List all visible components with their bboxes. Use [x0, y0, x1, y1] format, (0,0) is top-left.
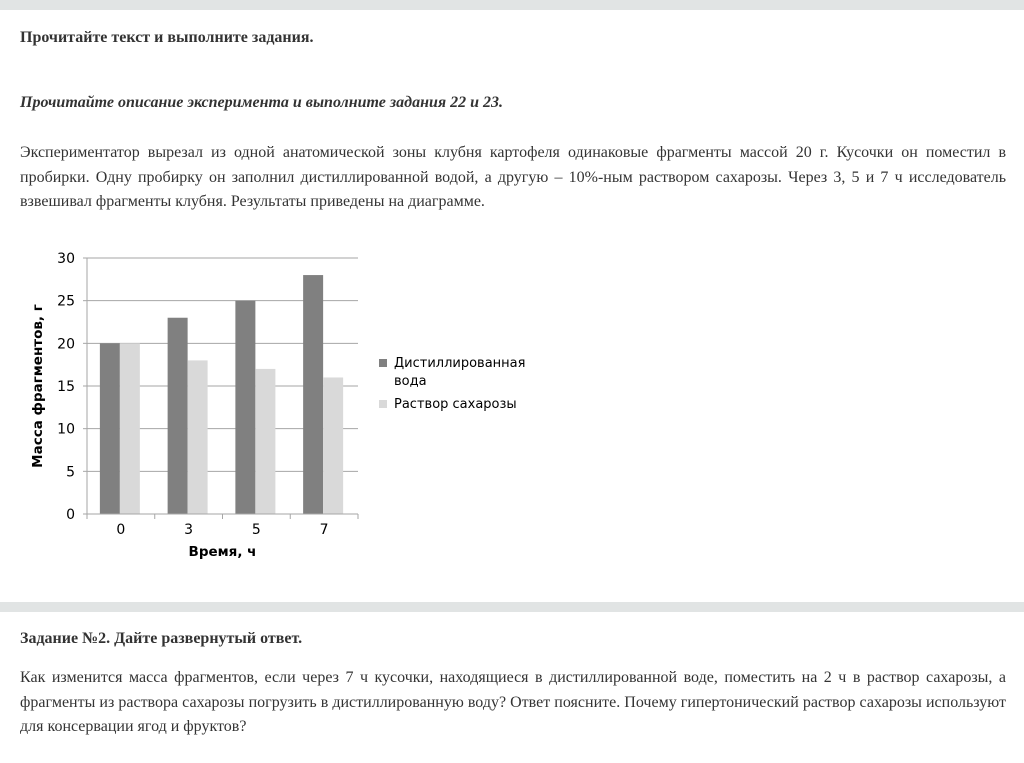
- legend-label: Дистиллированная: [394, 356, 526, 371]
- bar-sucrose-7: [323, 377, 343, 514]
- legend-swatch-water: [379, 359, 387, 367]
- bar-water-0: [100, 343, 120, 514]
- legend-label: вода: [394, 374, 427, 389]
- top-separator: [0, 0, 1024, 10]
- experiment-heading: Прочитайте описание эксперимента и выполните задания 22 и 23.: [20, 94, 503, 111]
- y-tick-label: 20: [57, 336, 75, 353]
- legend-swatch-sucrose: [379, 400, 387, 408]
- y-tick-label: 0: [66, 507, 75, 523]
- legend: [379, 356, 525, 412]
- bar-water-3: [168, 318, 188, 514]
- intro-heading: Прочитайте текст и выполните задания.: [20, 29, 314, 46]
- x-tick-label: 3: [184, 522, 194, 538]
- y-axis-title: Масса фрагментов, г: [30, 304, 46, 468]
- bar-chart: [20, 240, 560, 575]
- y-tick-label: 30: [57, 251, 75, 267]
- y-tick-label: 5: [66, 464, 75, 481]
- bar-sucrose-5: [255, 369, 275, 514]
- y-tick-labels: [57, 251, 75, 523]
- x-tick-label: 5: [251, 522, 261, 538]
- y-tick-label: 25: [57, 293, 75, 310]
- y-tick-label: 15: [57, 379, 75, 395]
- x-tick-label: 7: [319, 522, 329, 538]
- legend-label: Раствор сахарозы: [394, 397, 517, 412]
- x-axis-title: Время, ч: [188, 544, 257, 560]
- task-title: Задание №2. Дайте развернутый ответ.: [20, 630, 303, 647]
- bar-sucrose-3: [188, 360, 208, 514]
- bars: [100, 275, 343, 514]
- bar-water-5: [235, 301, 255, 514]
- bar-water-7: [303, 275, 323, 514]
- x-tick-label: 0: [116, 522, 126, 538]
- section-separator: [0, 602, 1024, 612]
- y-tick-label: 10: [57, 421, 75, 438]
- task-text: Как изменится масса фрагментов, если через 7 ч кусочки, находящиеся в дистиллированной воде, поместить на 2 ч в раствор сахарозы, а фрагменты из раствора сахарозы погрузить в дистиллированную воду? Ответ поясните. Почему гипертонический раствор сахарозы используют для консервации ягод и фруктов?: [20, 669, 1006, 735]
- x-tick-labels: [116, 522, 328, 538]
- bar-sucrose-0: [120, 343, 140, 514]
- experiment-text: Экспериментатор вырезал из одной анатомической зоны клубня картофеля одинаковые фрагменты массой 20 г. Кусочки он поместил в пробирки. Одну пробирку он заполнил дистиллированной водой, а другую – 10%-ным раствором сахарозы. Через 3, 5 и 7 ч исследователь взвешивал фрагменты клубня. Результаты приведены на диаграмме.: [20, 144, 1006, 210]
